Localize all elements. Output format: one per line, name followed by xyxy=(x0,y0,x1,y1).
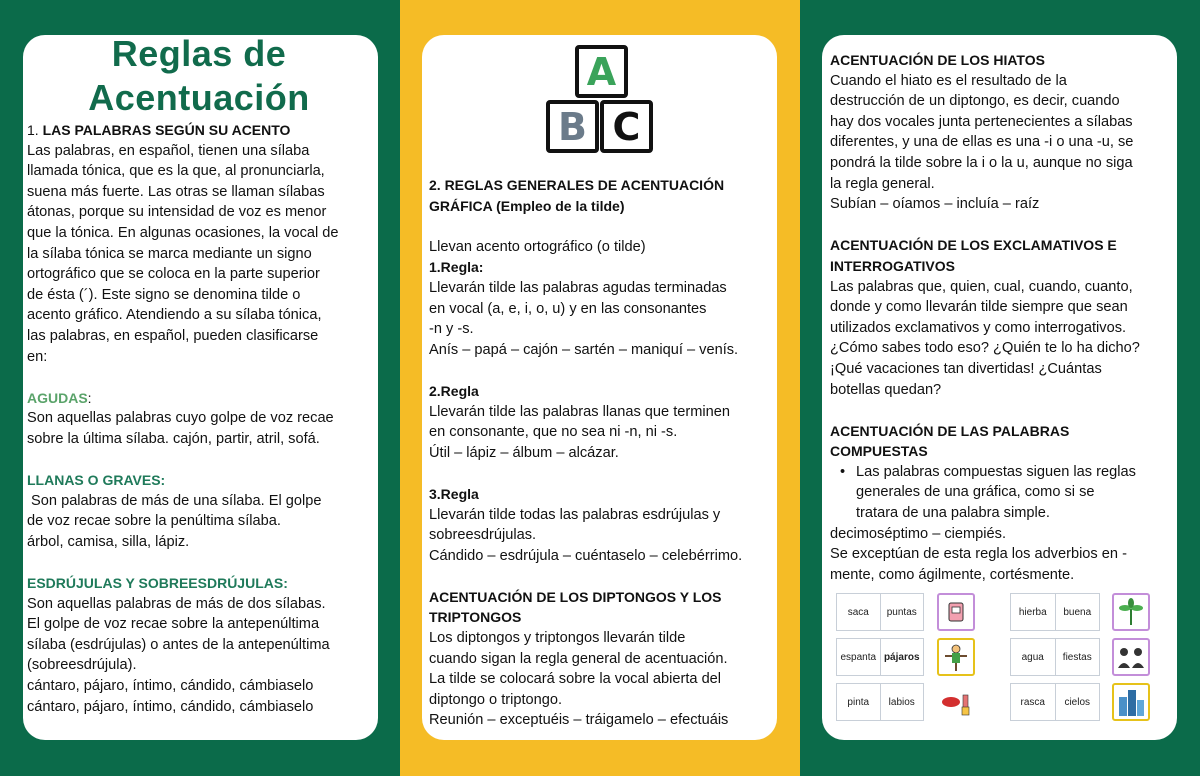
text-line: Anís – papá – cajón – sartén – maniquí – venís. xyxy=(429,341,739,358)
text-line: sobre la última sílaba. cajón, partir, atril, sofá. xyxy=(27,430,320,447)
text-line: Las palabras, en español, tienen una sílaba xyxy=(27,142,310,159)
text-line: generales de una gráfica, como si se xyxy=(856,484,1095,501)
word-card-part: fiestas xyxy=(1056,638,1101,676)
text-line: sobreesdrújulas. xyxy=(429,527,537,544)
text-line: Subían – oíamos – incluía – raíz xyxy=(830,196,1040,213)
section2-heading-line2: GRÁFICA (Empleo de la tilde) xyxy=(429,197,625,214)
middle-card xyxy=(422,35,777,740)
text-line: Útil – lápiz – álbum – alcázar. xyxy=(429,444,619,461)
block-b: B xyxy=(546,100,599,153)
rule2-title: 2.Regla xyxy=(429,382,479,399)
skyscraper-icon xyxy=(1112,683,1150,721)
text-line: que la tónica. En algunas ocasiones, la vocal de xyxy=(27,224,339,241)
word-card xyxy=(836,593,924,631)
text-line: pondrá la tilde sobre la i o la u, aunque no siga xyxy=(830,154,1133,171)
text-line: hay dos vocales junta pertenecientes a sílabas xyxy=(830,113,1133,130)
rule3-text xyxy=(429,505,774,567)
text-line: cántaro, pájaro, íntimo, cándido, cámbiaselo xyxy=(27,698,314,715)
word-card-part: agua xyxy=(1010,638,1056,676)
text-line: átonas, porque su intensidad de voz es menor xyxy=(27,204,327,221)
text-line: Llevarán tilde todas las palabras esdrújulas y xyxy=(429,506,721,523)
page-title-line1: Reglas de xyxy=(111,35,287,74)
word-card xyxy=(1010,683,1100,721)
word-card-part: labios xyxy=(881,683,925,721)
word-card-part: espanta xyxy=(836,638,881,676)
plant-icon xyxy=(1112,593,1150,631)
compuestas-text xyxy=(830,524,1171,586)
block-c: C xyxy=(600,100,653,153)
llanas-text xyxy=(27,491,371,553)
exclamativos-heading-line2: INTERROGATIVOS xyxy=(830,257,955,274)
text-line: (sobreesdrújula). xyxy=(27,657,137,674)
right-card xyxy=(822,35,1177,740)
compuestas-heading-line2: COMPUESTAS xyxy=(830,443,928,460)
word-card-part: saca xyxy=(836,593,881,631)
text-line: Cuando el hiato es el resultado de la xyxy=(830,72,1067,89)
section1-heading xyxy=(27,120,371,141)
compuestas-bullet xyxy=(830,462,1171,524)
agudas-title: AGUDAS xyxy=(27,389,88,406)
text-line: cántaro, pájaro, íntimo, cándido, cámbiaselo xyxy=(27,678,314,695)
text-line: Cándido – esdrújula – cuéntaselo – celebérrimo. xyxy=(429,547,743,564)
diptongos-text xyxy=(429,628,774,731)
page-title-line2: Acentuación xyxy=(88,77,310,118)
text-line: acento gráfico. Atendiendo a su sílaba tónica, xyxy=(27,307,322,324)
text-line: diferentes, y una de ellas es una -i o una -u, se xyxy=(830,134,1134,151)
block-a: A xyxy=(575,45,628,98)
section2-heading-line1: 2. REGLAS GENERALES DE ACENTUACIÓN xyxy=(429,177,725,193)
agudas-text xyxy=(27,408,371,449)
text-line: Llevarán tilde las palabras llanas que terminen xyxy=(429,403,730,420)
text-line: mente, como ágilmente, cortésmente. xyxy=(830,566,1075,583)
text-line: árbol, camisa, silla, lápiz. xyxy=(27,533,190,550)
text-line: Son aquellas palabras de más de dos sílabas. xyxy=(27,595,326,612)
text-line: en: xyxy=(27,348,48,365)
rule1-title: 1.Regla: xyxy=(429,259,484,276)
people-icon xyxy=(1112,638,1150,676)
word-card-part: hierba xyxy=(1010,593,1056,631)
text-line: de voz recae sobre la penúltima sílaba. xyxy=(27,513,281,530)
text-line: las palabras, en español, pueden clasificarse xyxy=(27,327,319,344)
text-line: La tilde se colocará sobre la vocal abierta del xyxy=(429,671,722,688)
text-line: sílaba (esdrújulas) o antes de la antepenúltima xyxy=(27,636,330,653)
exclamativos-text xyxy=(830,277,1171,401)
word-card-part: pinta xyxy=(836,683,881,721)
agudas-colon: : xyxy=(87,389,92,406)
middle-content xyxy=(429,175,774,731)
text-line: en consonante, que no sea ni -n, ni -s. xyxy=(429,424,678,441)
text-line: Los diptongos y triptongos llevarán tilde xyxy=(429,630,686,647)
rule1-text xyxy=(429,278,774,360)
text-line: Son palabras de más de una sílaba. El golpe xyxy=(27,492,322,509)
text-line: de ésta (´). Este signo se denomina tilde o xyxy=(27,286,301,303)
text-line: en vocal (a, e, i, o, u) y en las consonantes xyxy=(429,300,707,317)
text-line: Se exceptúan de esta regla los adverbios en - xyxy=(830,546,1127,563)
text-line: Reunión – exceptuéis – tráigamelo – efectuáis xyxy=(429,712,729,729)
rule2-text xyxy=(429,402,774,464)
word-card-part: buena xyxy=(1056,593,1101,631)
word-card-part: cielos xyxy=(1056,683,1101,721)
left-card xyxy=(23,35,378,740)
word-card-part: pájaros xyxy=(881,638,925,676)
diptongos-heading-line2: TRIPTONGOS xyxy=(429,609,522,626)
text-line: Llevarán tilde las palabras agudas terminadas xyxy=(429,279,727,296)
rule3-title: 3.Regla xyxy=(429,485,479,502)
compound-word-cards xyxy=(836,593,1160,723)
word-card-part: rasca xyxy=(1010,683,1056,721)
text-line: Son aquellas palabras cuyo golpe de voz recae xyxy=(27,410,334,427)
text-line: Las palabras que, quien, cual, cuando, cuanto, xyxy=(830,278,1133,295)
text-line: donde y como llevarán tilde siempre que sean xyxy=(830,299,1128,316)
text-line: suena más fuerte. Las otras se llaman sílabas xyxy=(27,183,325,200)
text-line: ¡Qué vacaciones tan divertidas! ¿Cuántas xyxy=(830,360,1102,377)
lipstick-icon xyxy=(937,683,975,721)
text-line: la sílaba tónica se marca mediante un signo xyxy=(27,245,312,262)
text-line: • Las palabras compuestas siguen las reglas xyxy=(856,463,1136,480)
text-line: tratara de una palabra simple. xyxy=(856,505,1050,522)
compuestas-heading-line1: ACENTUACIÓN DE LAS PALABRAS xyxy=(830,422,1070,439)
hiatos-text xyxy=(830,71,1171,215)
agudas-heading xyxy=(27,388,371,409)
scarecrow-icon xyxy=(937,638,975,676)
word-card-part: puntas xyxy=(881,593,925,631)
hiatos-heading: ACENTUACIÓN DE LOS HIATOS xyxy=(830,52,1045,68)
diptongos-heading-line1: ACENTUACIÓN DE LOS DIPTONGOS Y LOS xyxy=(429,588,722,605)
esdrujulas-heading: ESDRÚJULAS Y SOBREESDRÚJULAS: xyxy=(27,575,288,592)
esdrujulas-text xyxy=(27,594,371,718)
abc-blocks-icon xyxy=(542,42,662,162)
text-line: decimoséptimo – ciempiés. xyxy=(830,525,1007,542)
llanas-heading: LLANAS O GRAVES: xyxy=(27,472,166,489)
text-line: cuando sigan la regla general de acentuación. xyxy=(429,650,728,667)
section1-text xyxy=(27,141,371,368)
section1-title: LAS PALABRAS SEGÚN SU ACENTO xyxy=(38,122,291,138)
text-line: ¿Cómo sabes todo eso? ¿Quién te lo ha dicho? xyxy=(830,340,1140,357)
text-line: botellas quedan? xyxy=(830,381,942,398)
text-line: -n y -s. xyxy=(429,321,474,338)
section1-number: 1. xyxy=(27,122,39,138)
text-line: diptongo o triptongo. xyxy=(429,691,563,708)
text-line: la regla general. xyxy=(830,175,935,192)
word-card xyxy=(1010,593,1100,631)
exclamativos-heading-line1: ACENTUACIÓN DE LOS EXCLAMATIVOS E xyxy=(830,237,1117,254)
text-line: utilizados exclamativos y como interrogativos. xyxy=(830,319,1127,336)
text-line: ortográfico que se coloca en la parte superior xyxy=(27,266,320,283)
section2-intro: Llevan acento ortográfico (o tilde) xyxy=(429,238,646,255)
text-line: llamada tónica, que es la que, al pronunciarla, xyxy=(27,163,325,180)
word-card xyxy=(836,638,924,676)
text-line: El golpe de voz recae sobre la antepenúltima xyxy=(27,616,320,633)
text-line: destrucción de un diptongo, es decir, cuando xyxy=(830,93,1120,110)
pencil-sharpener-icon xyxy=(937,593,975,631)
word-card xyxy=(836,683,924,721)
word-card xyxy=(1010,638,1100,676)
